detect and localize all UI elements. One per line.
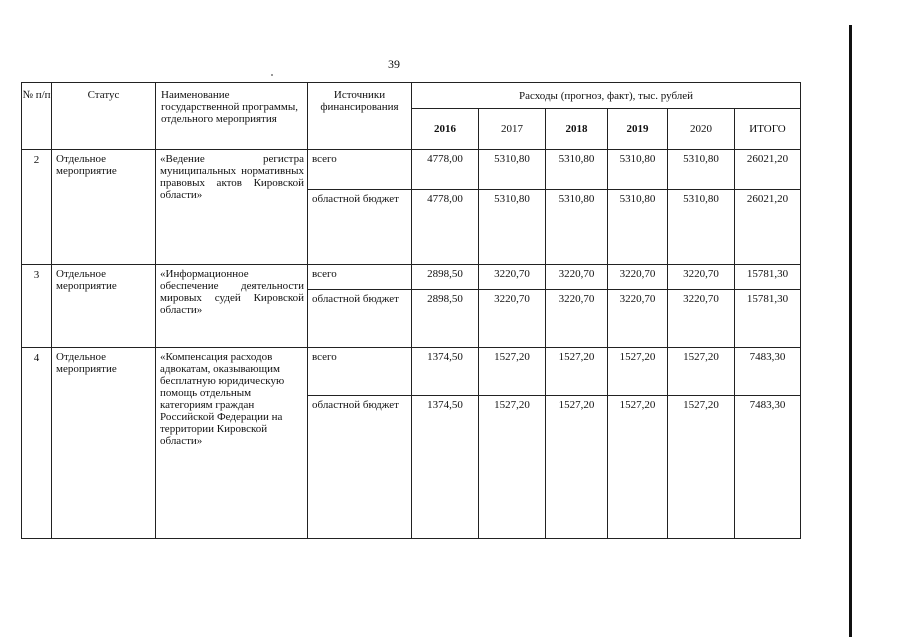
year-2020: 2020 xyxy=(668,109,735,150)
value-2018: 1527,20 xyxy=(546,396,608,539)
year-2016: 2016 xyxy=(412,109,479,150)
header-name: Наименование государственной программы, отдельного мероприятия xyxy=(156,83,308,150)
value-total: 15781,30 xyxy=(735,290,801,348)
value-total: 15781,30 xyxy=(735,265,801,290)
value-2020: 3220,70 xyxy=(668,265,735,290)
value-total: 7483,30 xyxy=(735,396,801,539)
row-status: Отдельное мероприятие xyxy=(52,265,156,348)
scan-speck xyxy=(271,74,273,76)
value-2019: 5310,80 xyxy=(608,150,668,190)
value-2016: 4778,00 xyxy=(412,190,479,265)
year-2018: 2018 xyxy=(546,109,608,150)
value-2020: 3220,70 xyxy=(668,290,735,348)
header-expenses: Расходы (прогноз, факт), тыс. рублей xyxy=(412,83,801,109)
page-number: 39 xyxy=(388,57,400,71)
year-total: ИТОГО xyxy=(735,109,801,150)
value-2017: 3220,70 xyxy=(479,290,546,348)
table-row xyxy=(22,348,801,396)
value-2020: 5310,80 xyxy=(668,190,735,265)
value-total: 26021,20 xyxy=(735,150,801,190)
value-2018: 3220,70 xyxy=(546,290,608,348)
row-program-name: «Информационное обеспечение деятельности мировых судей Кировской области» xyxy=(156,265,308,348)
header-num: № п/п xyxy=(22,83,52,150)
value-total: 7483,30 xyxy=(735,348,801,396)
year-2019: 2019 xyxy=(608,109,668,150)
row-status: Отдельное мероприятие xyxy=(52,348,156,539)
row-number: 3 xyxy=(22,265,52,348)
value-2019: 3220,70 xyxy=(608,290,668,348)
value-2017: 5310,80 xyxy=(479,190,546,265)
header-status: Статус xyxy=(52,83,156,150)
year-2017: 2017 xyxy=(479,109,546,150)
table-row xyxy=(22,150,801,190)
value-2017: 5310,80 xyxy=(479,150,546,190)
funding-source: областной бюджет xyxy=(308,190,412,265)
value-2019: 1527,20 xyxy=(608,348,668,396)
value-2019: 5310,80 xyxy=(608,190,668,265)
row-number: 4 xyxy=(22,348,52,539)
value-2019: 3220,70 xyxy=(608,265,668,290)
funding-source: всего xyxy=(308,348,412,396)
value-2018: 5310,80 xyxy=(546,150,608,190)
funding-source: всего xyxy=(308,150,412,190)
value-2016: 1374,50 xyxy=(412,348,479,396)
value-2017: 1527,20 xyxy=(479,396,546,539)
value-2020: 1527,20 xyxy=(668,396,735,539)
value-2019: 1527,20 xyxy=(608,396,668,539)
value-2018: 5310,80 xyxy=(546,190,608,265)
value-2016: 2898,50 xyxy=(412,290,479,348)
value-2020: 5310,80 xyxy=(668,150,735,190)
row-status: Отдельное мероприятие xyxy=(52,150,156,265)
value-2016: 2898,50 xyxy=(412,265,479,290)
funding-source: всего xyxy=(308,265,412,290)
value-2016: 1374,50 xyxy=(412,396,479,539)
row-program-name: «Ведение регистра муниципальных нормативных правовых актов Кировской области» xyxy=(156,150,308,265)
value-2016: 4778,00 xyxy=(412,150,479,190)
row-number: 2 xyxy=(22,150,52,265)
value-2018: 1527,20 xyxy=(546,348,608,396)
funding-source: областной бюджет xyxy=(308,396,412,539)
value-2017: 3220,70 xyxy=(479,265,546,290)
funding-source: областной бюджет xyxy=(308,290,412,348)
table-row xyxy=(22,265,801,290)
value-total: 26021,20 xyxy=(735,190,801,265)
value-2018: 3220,70 xyxy=(546,265,608,290)
row-program-name: «Компенсация расходов адвокатам, оказывающим бесплатную юридическую помощь отдельным категориям граждан Российской Федерации на территории Кировской области» xyxy=(156,348,308,539)
header-source: Источники финансирования xyxy=(308,83,412,150)
value-2020: 1527,20 xyxy=(668,348,735,396)
scan-edge-line xyxy=(849,25,852,637)
expenses-table xyxy=(21,82,801,539)
value-2017: 1527,20 xyxy=(479,348,546,396)
